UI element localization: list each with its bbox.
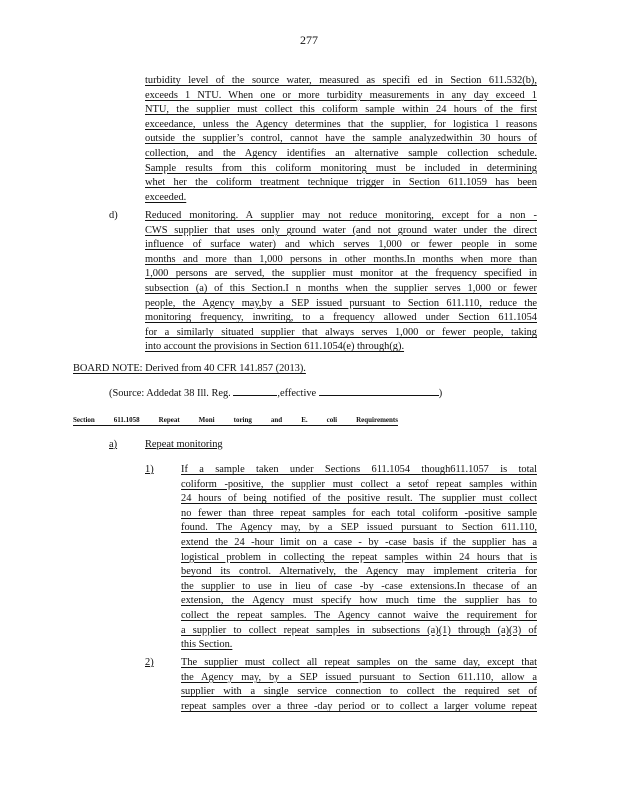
source-date-blank [233,386,277,396]
text-line: this Section. [181,639,233,651]
paragraph-c-continued [145,74,537,205]
source-note [109,386,442,402]
section-heading-word: coli [326,416,338,424]
section-heading-word: Moni [198,416,215,424]
item-2-same-day-collection [181,656,537,714]
text-line: beyond its control. Alternatively, the Agency may implement criteria for [181,566,537,578]
text-line: for a similarly situated supplier that always serves 1,000 or fewer people, taking [145,326,537,338]
text-line: found. The Agency may, by a SEP issued pursuant to Section 611.110, [181,522,537,534]
section-heading-word: Requirements [356,416,398,424]
text-line: months and more than 1,000 persons in other months.In months when more than [145,253,537,265]
section-heading-word: 611.1058 [113,416,140,424]
item-2-label: 2) [145,657,154,668]
text-line: supplier with a single service connection to collect the required set of [181,686,537,698]
text-line: If a sample taken under Sections 611.1054 though611.1057 is total [181,464,537,475]
text-line: influence of surface water) and which serves 1,000 or fewer people in some [145,239,537,251]
text-line: 1,000 persons are served, the supplier must monitor at the frequency specified in [145,268,537,280]
text-line: collect the repeat samples. The Agency cannot waive the requirement for [181,609,537,621]
section-heading [73,415,398,426]
source-note-close: ) [438,388,443,399]
item-1-label: 1) [145,464,154,475]
section-heading-word: Section [73,416,95,424]
text-line: the Agency may, by a SEP issued pursuant to Section 611.110, allow a [181,671,537,683]
effective-date-blank [319,386,439,396]
text-line: exceeds 1 NTU. When one or more turbidity measurements in any day exceed 1 [145,89,537,101]
text-line: a supplier to collect repeat samples in subsections (a)(1) through (a)(3) of [181,624,537,636]
text-line: 24 hours of being notified of the positive result. The supplier must collect [181,493,537,505]
paragraph-d-reduced-monitoring [145,209,537,355]
text-line: subsection (a) of this Section.I n months when the supplier serves 1,000 or fewer [145,282,537,294]
paragraph-d-label: d) [109,210,118,221]
text-line: The supplier must collect all repeat samples on the same day, except that [181,657,537,668]
text-line: collection, and the Agency identifies an alternative sample collection schedule. [145,147,537,159]
text-line: the supplier to use in lieu of case -by -case extensions.In thecase of an [181,580,537,592]
text-line: whet her the coliform treatment technique trigger in Section 611.1059 has been [145,177,537,189]
text-line: extension, the Agency must specify how much time the supplier has to [181,595,537,607]
section-heading-word: Repeat [158,416,180,424]
board-note [73,362,306,377]
board-note-text: BOARD NOTE: Derived from 40 CFR 141.857 (2013). [73,363,306,374]
text-line: monitoring frequency, inwriting, to a frequency allowed under Section 611.1054 [145,312,537,324]
text-line: people, the Agency may,by a SEP issued pursuant to Section 611.110, reduce the [145,297,537,309]
section-heading-word: and [270,416,283,424]
section-heading-word: E. [301,416,308,424]
text-line: extend the 24 -hour limit on a case - by -case basis if the supplier has a [181,536,537,548]
item-1-repeat-samples [181,463,537,653]
paragraph-a-label: a) [109,439,118,450]
text-line: turbidity level of the source water, measured as specifi ed in Section 611.532(b), [145,75,537,86]
text-line: repeat samples over a three -day period or to collect a larger volume repeat [181,700,537,712]
text-line: Reduced monitoring. A supplier may not reduce monitoring, except for a non - [145,210,537,221]
text-line: CWS supplier that uses only ground water (and not ground water under the direct [145,224,537,236]
text-line: logistical problem in collecting the repeat samples within 24 hours that is [181,551,537,563]
page-number: 277 [300,33,318,47]
text-line: no fewer than three repeat samples for each total coliform -positive sample [181,507,537,519]
text-line: exceedance, unless the Agency determines that the supplier, for logistica l reasons [145,118,537,130]
text-line: exceeded. [145,191,187,203]
source-note-lead: (Source: Addedat 38 Ill. Reg. [109,388,231,399]
section-heading-word: toring [233,416,252,424]
text-line: Sample results from this coliform monitoring must be included in determining [145,162,537,174]
text-line: NTU, the supplier must collect this coliform sample within 24 hours of the first [145,104,537,116]
text-line: outside the supplier’s control, cannot have the sample analyzedwithin 30 hours of [145,133,537,145]
text-line: into account the provisions in Section 611.1054(e) through(g). [145,341,405,353]
paragraph-a-heading: Repeat monitoring [145,439,223,450]
text-line: coliform -positive, the supplier must collect a setof repeat samples within [181,478,537,490]
source-note-effective: ,effective [277,388,317,399]
